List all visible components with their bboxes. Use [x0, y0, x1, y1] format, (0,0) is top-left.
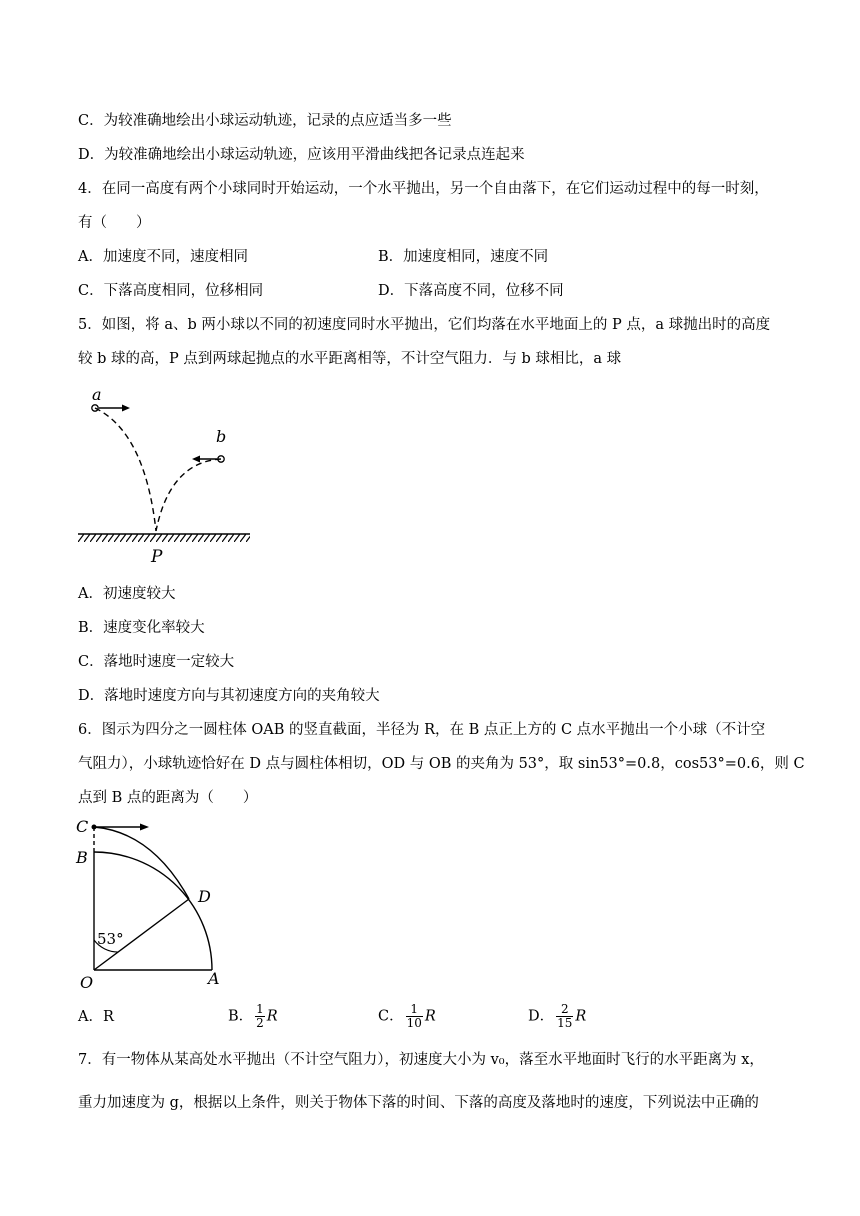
q6-stem-line2: 气阻力），小球轨迹恰好在 D 点与圆柱体相切，OD 与 OB 的夹角为 53°，取 sin53°=0.8，cos53°=0.6，则 C: [78, 756, 805, 772]
velocity-arrow-head: [140, 824, 149, 831]
q6-stem-line1: 6．图示为四分之一圆柱体 OAB 的竖直截面，半径为 R，在 B 点正上方的 C 点水平抛出一个小球（不计空: [78, 722, 766, 738]
q5-option-d: D．落地时速度方向与其初速度方向的夹角较大: [78, 688, 380, 704]
label-angle: 53°: [97, 930, 124, 948]
q6-option-d: D． $\frac{2}{15}$ R: [528, 1002, 587, 1030]
label-A: A: [208, 969, 220, 988]
arrow-a-head: [122, 405, 130, 412]
label-C: C: [76, 817, 89, 836]
q3-option-d: D．为较准确地绘出小球运动轨迹，应该用平滑曲线把各记录点连起来: [78, 147, 525, 163]
q7-stem-line1: 7．有一物体从某高处水平抛出（不计空气阻力），初速度大小为 v₀，落至水平地面时飞行的水平距离为 x，: [78, 1052, 764, 1068]
q6-option-b: B． $\frac{1}{2}$ R: [228, 1002, 278, 1030]
q4-option-d: D．下落高度不同，位移不同: [378, 283, 564, 299]
q5-stem-line2: 较 b 球的高，P 点到两球起抛点的水平距离相等，不计空气阻力．与 b 球相比，a 球: [78, 351, 622, 367]
arrow-b-head: [192, 456, 200, 463]
q5-figure: [72, 382, 262, 572]
q4-stem-line2: 有（ ）: [78, 215, 151, 231]
trajectory-CD: [94, 827, 189, 899]
q5-option-a: A．初速度较大: [78, 586, 176, 602]
trajectory-b: [156, 459, 221, 531]
label-B: B: [76, 848, 88, 867]
q3-option-c: C．为较准确地绘出小球运动轨迹，记录的点应适当多一些: [78, 113, 452, 129]
ground-hatch: [78, 534, 250, 542]
q6-option-c: C． $\frac{1}{10}$ R: [378, 1002, 436, 1030]
q4-stem-line1: 4．在同一高度有两个小球同时开始运动，一个水平抛出，另一个自由落下，在它们运动过程中的每一时刻，: [78, 181, 769, 197]
q6-option-a: A．R: [78, 1009, 114, 1025]
q5-option-c: C．落地时速度一定较大: [78, 654, 235, 670]
q5-option-b: B．速度变化率较大: [78, 620, 205, 636]
label-O: O: [80, 973, 94, 992]
trajectory-a: [95, 408, 156, 531]
q4-option-b: B．加速度相同，速度不同: [378, 249, 549, 265]
q6-figure: [72, 812, 242, 992]
q6-stem-line3: 点到 B 点的距离为（ ）: [78, 790, 258, 806]
arc-AB: [94, 852, 212, 970]
label-b: b: [216, 427, 227, 446]
label-D: D: [198, 887, 211, 906]
label-P: P: [151, 547, 163, 567]
label-a: a: [92, 385, 102, 404]
q4-option-a: A．加速度不同，速度相同: [78, 249, 248, 265]
q7-stem-line2: 重力加速度为 g，根据以上条件，则关于物体下落的时间、下落的高度及落地时的速度，下列说法中正确的: [78, 1095, 759, 1111]
q5-stem-line1: 5．如图，将 a、b 两小球以不同的初速度同时水平抛出，它们均落在水平地面上的 P 点，a 球抛出时的高度: [78, 317, 771, 333]
q4-option-c: C．下落高度相同，位移相同: [78, 283, 264, 299]
